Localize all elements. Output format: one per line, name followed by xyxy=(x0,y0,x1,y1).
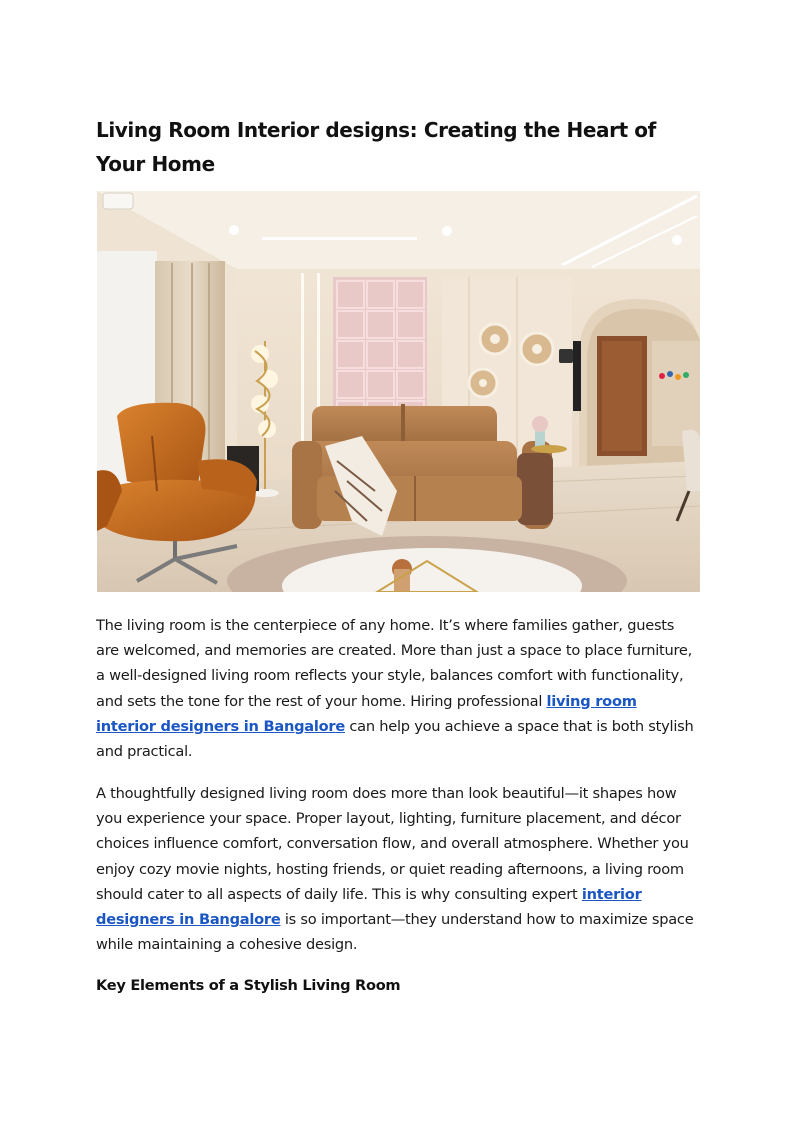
interior-designers-link[interactable]: interior designers in Bangalore xyxy=(96,885,642,929)
intro-text-start: The living room is the centerpiece of any home. It’s where families gather, guests are welcomed, and memories are created. More than just a space to place furniture, a well-designed living room reflects your style, balances comfort with functionality, and sets the tone for the rest of your home. Hiring professional xyxy=(96,617,693,710)
intro-paragraph xyxy=(96,613,698,764)
design-paragraph xyxy=(96,781,698,957)
design-text-start: A thoughtfully designed living room does more than look beautiful—it shapes how you experience your space. Proper layout, lighting, furniture placement, and décor choices influence comfort, conversation flow, and overall atmosphere. Whether you enjoy cozy movie nights, hosting friends, or quiet reading afternoons, a living room should cater to all aspects of daily life. This is why consulting expert xyxy=(96,785,689,903)
page-title: Living Room Interior designs: Creating the Heart of Your Home xyxy=(96,118,656,176)
living-room-photo xyxy=(97,191,700,592)
design-text-end: is so important—they understand how to maximize space while maintaining a cohesive design. xyxy=(96,911,694,954)
section-subheading: Key Elements of a Stylish Living Room xyxy=(96,977,401,994)
intro-text-end: can help you achieve a space that is both stylish and practical. xyxy=(96,717,694,761)
living-room-designers-link[interactable]: living room interior designers in Bangalore xyxy=(96,692,637,735)
